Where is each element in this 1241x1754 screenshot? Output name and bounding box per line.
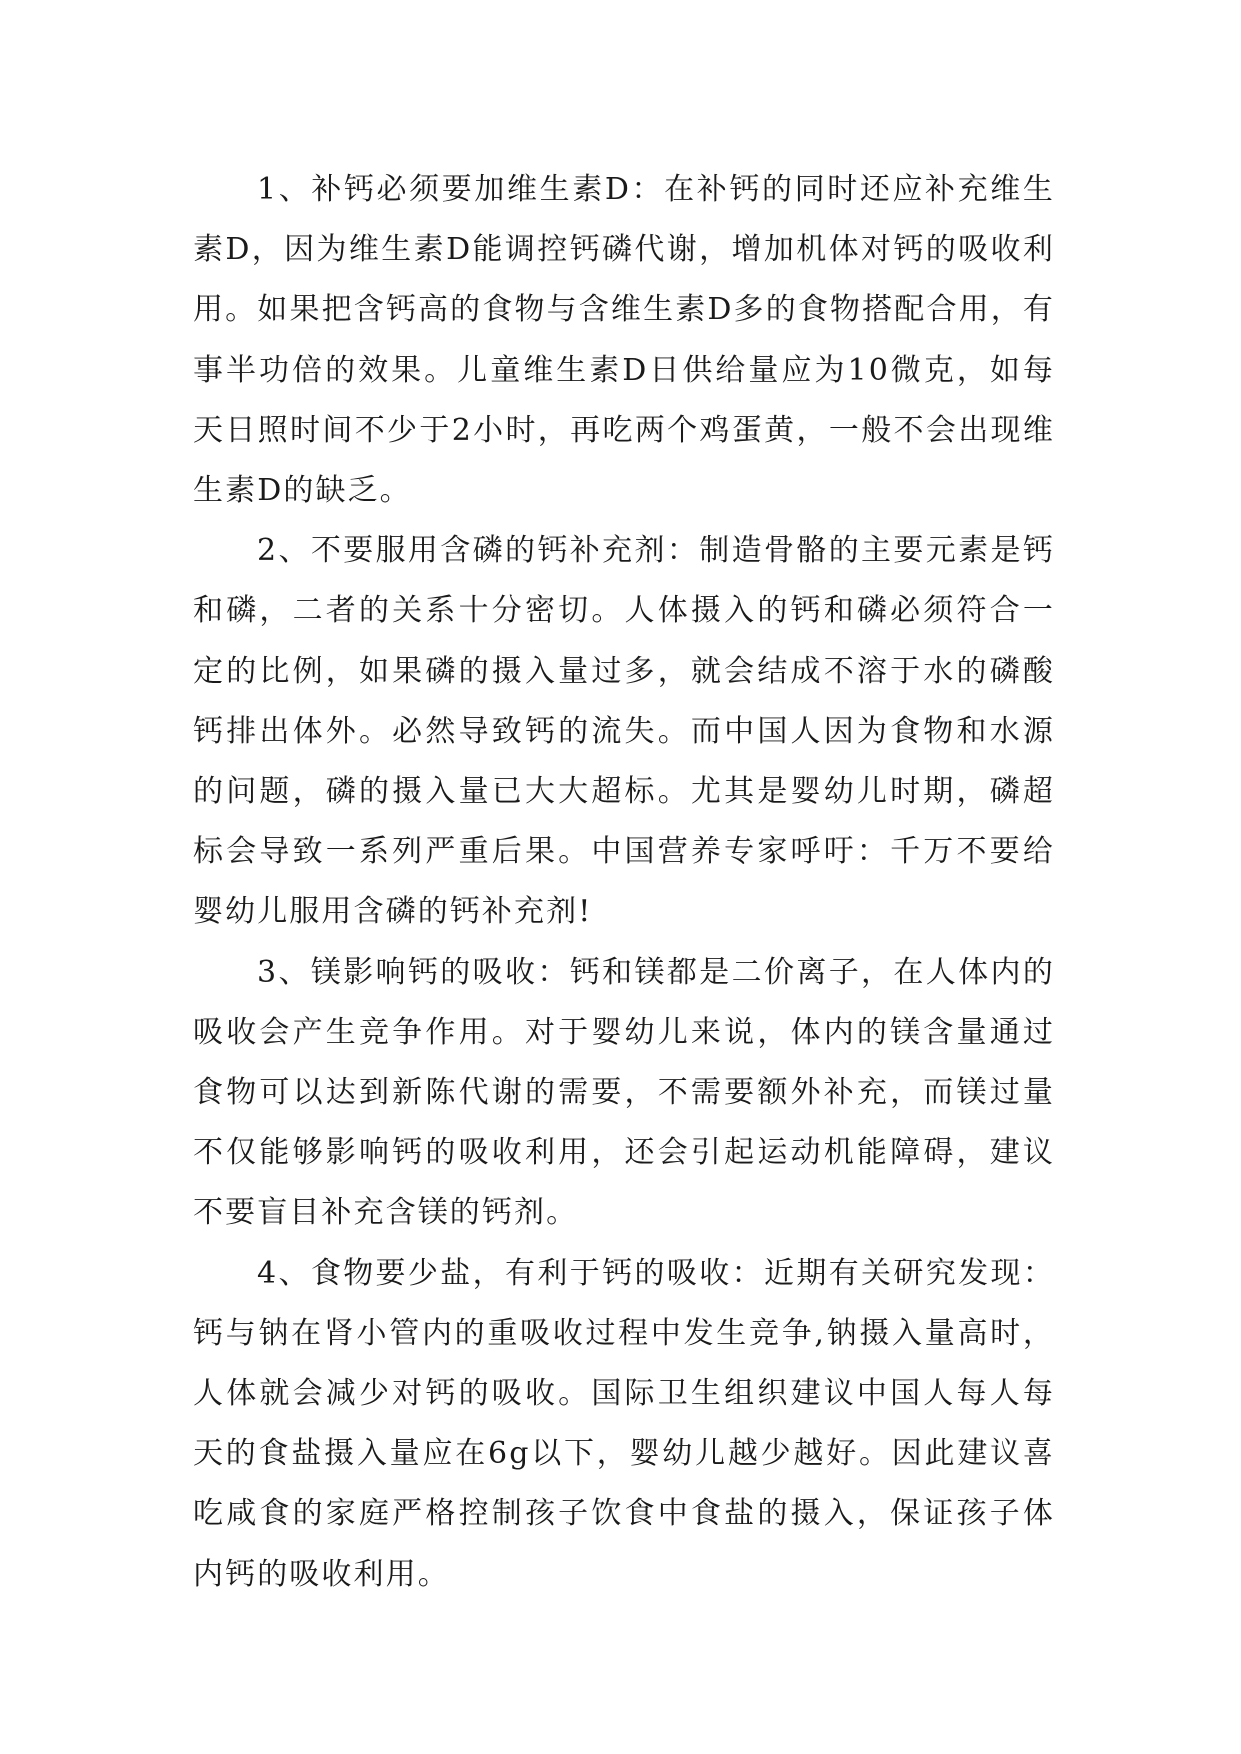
paragraph-magnesium: 3、镁影响钙的吸收：钙和镁都是二价离子，在人体内的吸收会产生竞争作用。对于婴幼儿来说，体内的镁含量通过食物可以达到新陈代谢的需要，不需要额外补充，而镁过量不仅能够影响钙的吸收利用，还会引起运动机能障碍，建议不要盲目补充含镁的钙剂。 (193, 954, 1055, 1231)
paragraph-phosphorus: 2、不要服用含磷的钙补充剂：制造骨骼的主要元素是钙和磷，二者的关系十分密切。人体摄入的钙和磷必须符合一定的比例，如果磷的摄入量过多，就会结成不溶于水的磷酸钙排出体外。必然导致钙的流失。而中国人因为食物和水源的问题，磷的摄入量已大大超标。尤其是婴幼儿时期，磷超标会导致一系列严重后果。中国营养专家呼吁：千万不要给婴幼儿服用含磷的钙补充剂! (193, 533, 1055, 930)
document-body (193, 160, 1055, 1605)
paragraph-salt: 4、食物要少盐，有利于钙的吸收：近期有关研究发现：钙与钠在肾小管内的重吸收过程中发生竞争,钠摄入量高时，人体就会减少对钙的吸收。国际卫生组织建议中国人每人每天的食盐摄入量应在6g以下，婴幼儿越少越好。因此建议喜吃咸食的家庭严格控制孩子饮食中食盐的摄入，保证孩子体内钙的吸收利用。 (193, 1255, 1055, 1592)
paragraph-vitamin-d: 1、补钙必须要加维生素D：在补钙的同时还应补充维生素D，因为维生素D能调控钙磷代谢，增加机体对钙的吸收利用。如果把含钙高的食物与含维生素D多的食物搭配合用，有事半功倍的效果。儿童维生素D日供给量应为10微克，如每天日照时间不少于2小时，再吃两个鸡蛋黄，一般不会出现维生素D的缺乏。 (193, 172, 1055, 509)
